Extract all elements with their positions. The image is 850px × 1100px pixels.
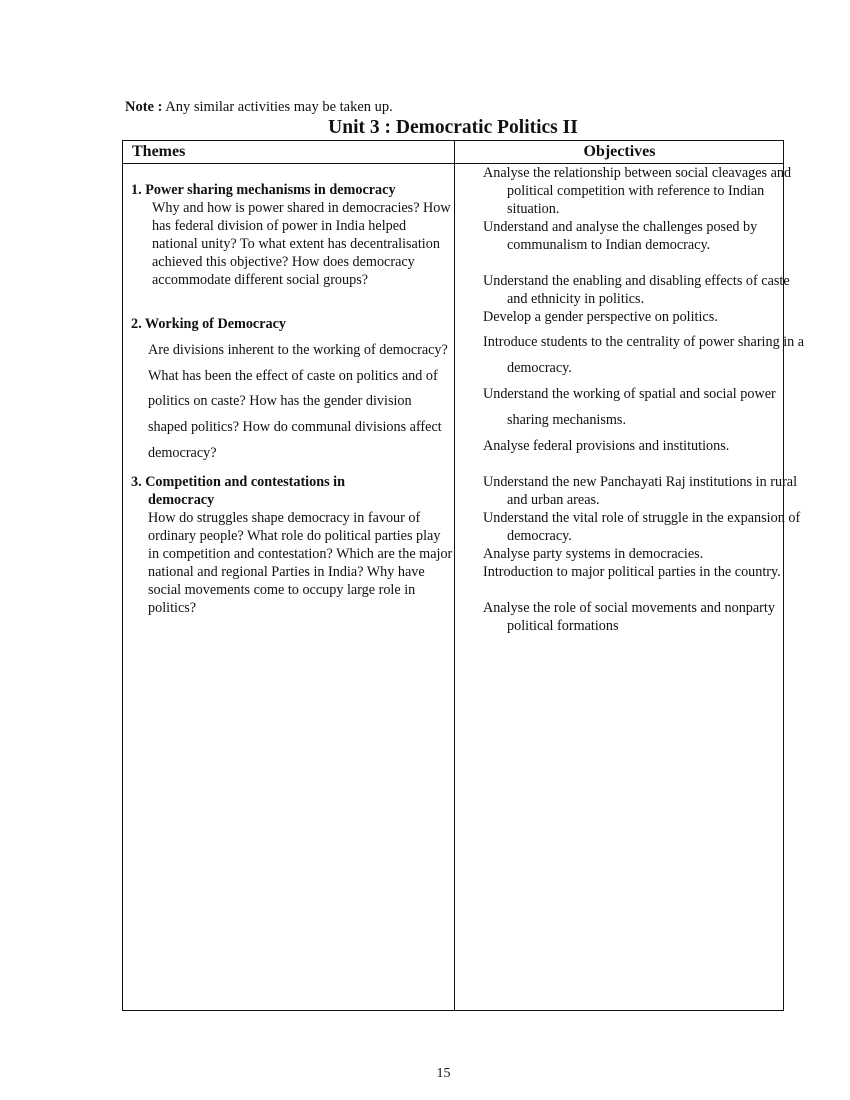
page-number: 15: [436, 1066, 451, 1081]
theme-item: [131, 315, 453, 467]
theme-heading: 3. Competition and contestations in: [131, 474, 346, 490]
syllabus-table: [122, 140, 805, 1011]
note-line: [125, 99, 393, 116]
objective-item: Analyse the role of social movements and nonparty political formations: [483, 600, 775, 634]
theme-item: [131, 181, 453, 289]
objective-item: Introduce students to the centrality of power sharing in a democracy.: [483, 334, 805, 376]
objective-item: Understand the enabling and disabling effects of caste and ethnicity in politics.: [483, 273, 790, 307]
objective-item: Introduction to major political parties in the country.: [483, 564, 781, 580]
objective-item: Understand the new Panchayati Raj institutions in rural and urban areas.: [483, 474, 798, 508]
column-divider: [454, 141, 455, 1010]
theme-heading: 1. Power sharing mechanisms in democracy: [131, 182, 396, 198]
objective-item: Analyse the relationship between social cleavages and political competition with reference to Indian situation.: [483, 165, 792, 217]
objective-item: Understand and analyse the challenges posed by communalism to Indian democracy.: [483, 219, 758, 253]
theme-body: Are divisions inherent to the working of democracy? What has been the effect of caste on politics and of politics on caste? How has the gender division shaped politics? How do communal divisions affect democracy?: [148, 342, 448, 461]
objective-item: Develop a gender perspective on politics.: [483, 309, 718, 325]
theme-heading-cont: democracy: [148, 492, 215, 508]
note-text: Any similar activities may be taken up.: [162, 99, 393, 115]
theme-heading: 2. Working of Democracy: [131, 316, 286, 332]
theme-body: Why and how is power shared in democracies? How has federal division of power in India helped national unity? To what extent has decentralisation achieved this objective? How does democracy accommodate different social groups?: [152, 200, 451, 288]
objective-item: Analyse federal provisions and institutions.: [483, 438, 730, 454]
objective-item: Understand the working of spatial and social power sharing mechanisms.: [483, 386, 776, 428]
note-label: Note :: [125, 99, 163, 115]
theme-item: [131, 473, 453, 617]
themes-header: Themes: [132, 143, 186, 160]
objective-item: Understand the vital role of struggle in the expansion of democracy.: [483, 510, 801, 544]
objectives-header: Objectives: [583, 143, 656, 160]
objective-item: Analyse party systems in democracies.: [483, 546, 704, 562]
unit-title: Unit 3 : Democratic Politics II: [328, 117, 578, 138]
theme-body: How do struggles shape democracy in favour of ordinary people? What role do political parties play in competition and contestation? Which are the major national and regional Parties in India? Why have social movements come to occupy large role in politics?: [148, 510, 453, 616]
